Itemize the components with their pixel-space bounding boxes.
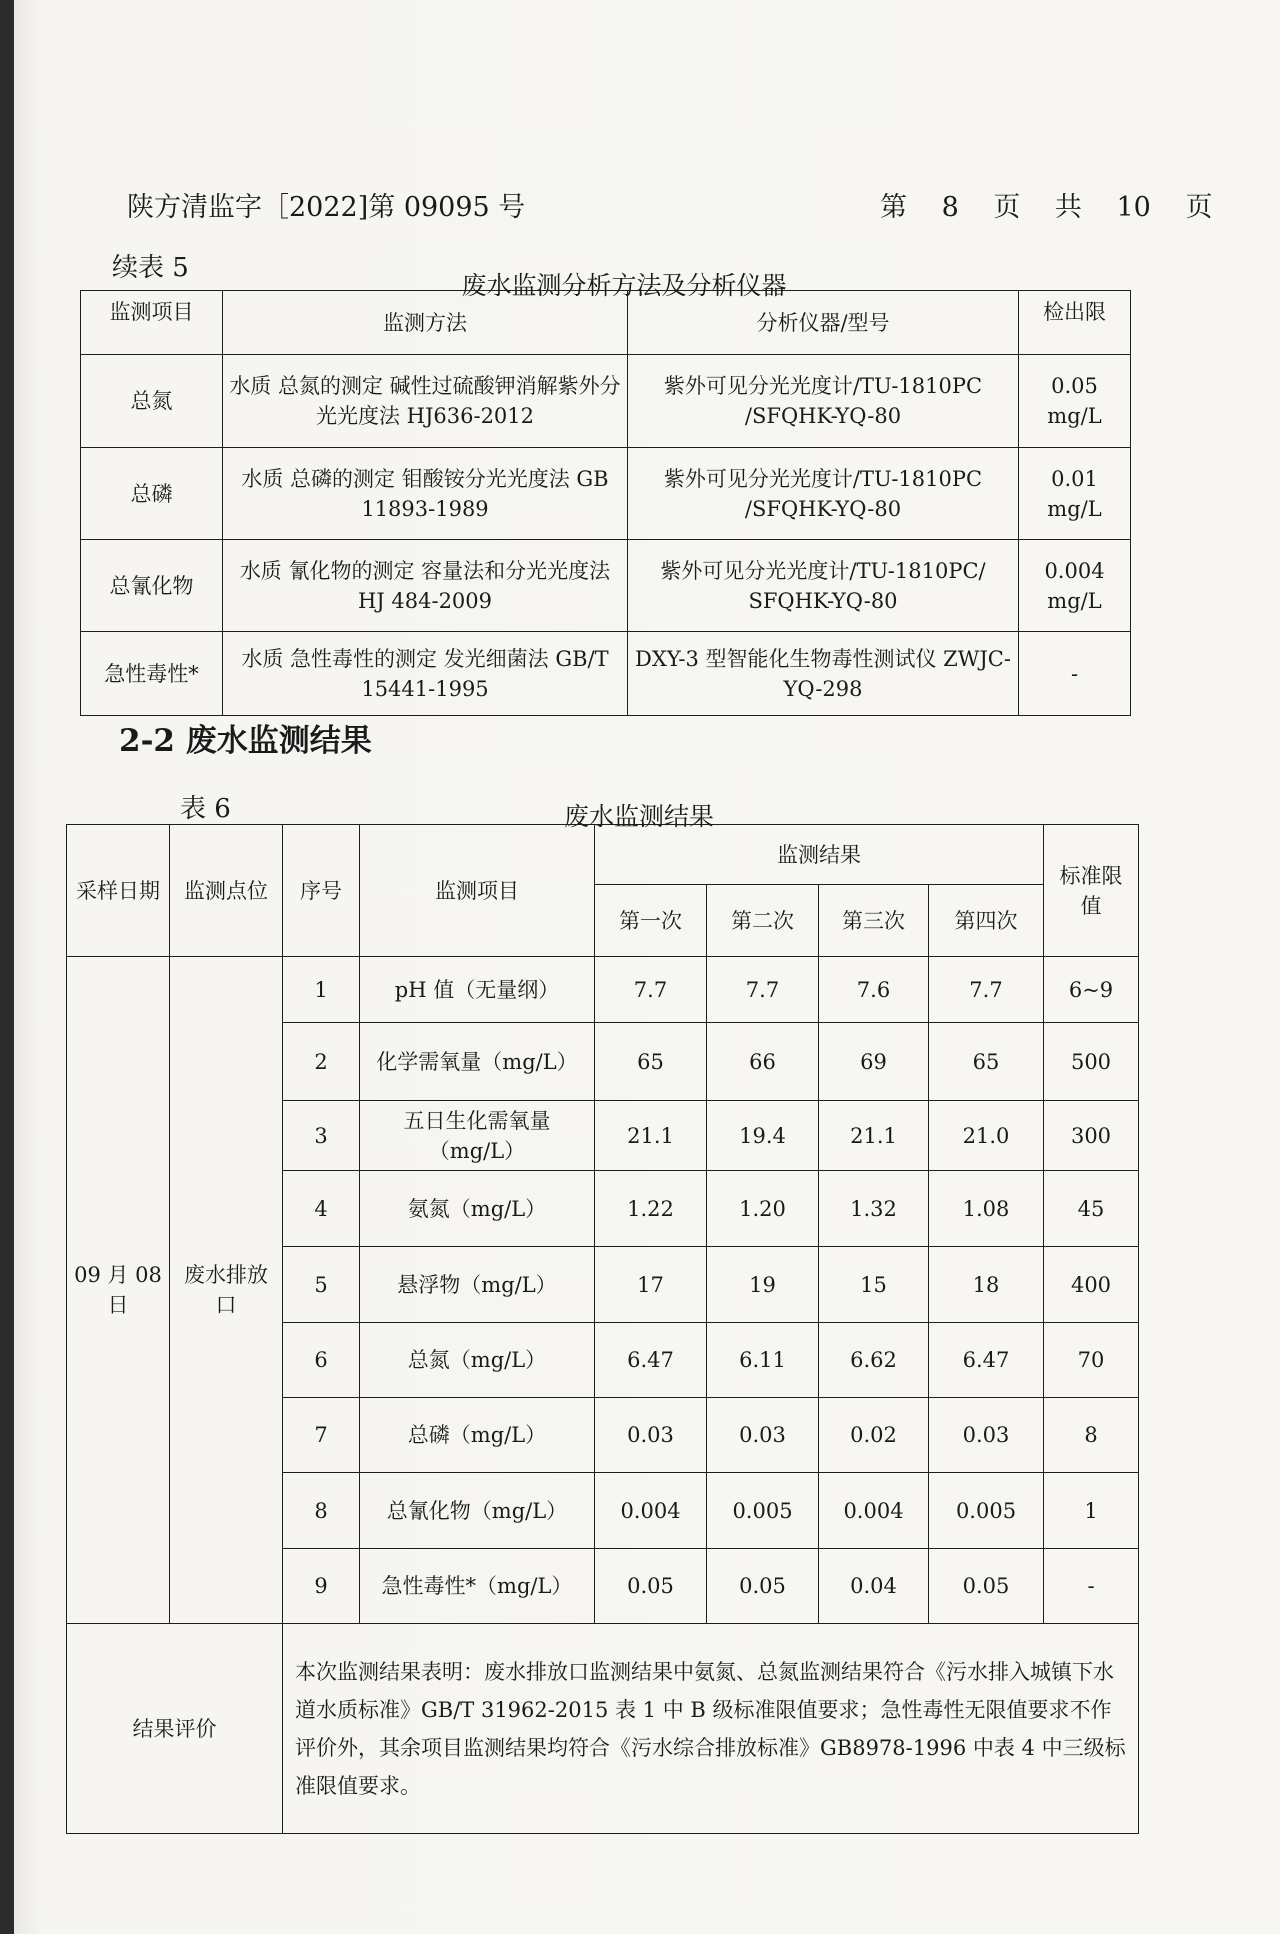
run3-cell: 1.32 [819,1171,929,1247]
item-cell: 悬浮物（mg/L） [360,1247,595,1323]
seq-cell: 4 [283,1171,360,1247]
item-cell: 化学需氧量（mg/L） [360,1023,595,1101]
limit-cell: 45 [1044,1171,1139,1247]
run3-cell: 0.02 [819,1398,929,1473]
col-header-limit: 检出限 [1019,291,1131,355]
limit-cell: 0.01 mg/L [1019,448,1131,540]
seq-cell: 3 [283,1101,360,1171]
item-cell: 急性毒性*（mg/L） [360,1549,595,1624]
run2-cell: 1.20 [707,1171,819,1247]
table5-label: 续表 5 [112,253,189,283]
method-cell: 水质 总氮的测定 碱性过硫酸钾消解紫外分光光度法 HJ636-2012 [223,355,628,448]
table6-header-row [67,825,1139,885]
limit-cell: 70 [1044,1323,1139,1398]
header-run-3: 第三次 [819,885,929,957]
run2-cell: 19.4 [707,1101,819,1171]
run4-cell: 65 [929,1023,1044,1101]
limit-cell: 0.05 mg/L [1019,355,1131,448]
run2-cell: 0.03 [707,1398,819,1473]
run1-cell: 0.004 [595,1473,707,1549]
run2-cell: 19 [707,1247,819,1323]
run2-cell: 66 [707,1023,819,1101]
run4-cell: 7.7 [929,957,1044,1023]
header-seq: 序号 [283,825,360,957]
run4-cell: 0.03 [929,1398,1044,1473]
table5-methods [80,290,1131,716]
table-row [81,448,1131,540]
limit-cell: 8 [1044,1398,1139,1473]
table6-results [66,824,1139,1834]
seq-cell: 7 [283,1398,360,1473]
item-cell: 急性毒性* [81,632,223,716]
run3-cell: 0.04 [819,1549,929,1624]
run3-cell: 15 [819,1247,929,1323]
run3-cell: 0.004 [819,1473,929,1549]
date-cell: 09 月 08 日 [67,957,170,1624]
run3-cell: 69 [819,1023,929,1101]
run4-cell: 21.0 [929,1101,1044,1171]
item-cell: 总氮（mg/L） [360,1323,595,1398]
item-cell: 总氰化物 [81,540,223,632]
col-header-item: 监测项目 [81,291,223,355]
page-edge [0,0,14,1934]
run3-cell: 21.1 [819,1101,929,1171]
table5-title: 废水监测分析方法及分析仪器 [461,271,787,300]
header-results: 监测结果 [595,825,1044,885]
method-cell: 水质 氰化物的测定 容量法和分光光度法 HJ 484-2009 [223,540,628,632]
run3-cell: 6.62 [819,1323,929,1398]
item-cell: pH 值（无量纲） [360,957,595,1023]
report-number: 陕方清监字［2022]第 09095 号 [127,192,526,223]
limit-cell: 500 [1044,1023,1139,1101]
seq-cell: 8 [283,1473,360,1549]
header-date: 采样日期 [67,825,170,957]
item-cell: 氨氮（mg/L） [360,1171,595,1247]
location-cell: 废水排放口 [170,957,283,1624]
run4-cell: 0.05 [929,1549,1044,1624]
run1-cell: 0.05 [595,1549,707,1624]
table5-header-row [81,291,1131,355]
seq-cell: 5 [283,1247,360,1323]
method-cell: 水质 急性毒性的测定 发光细菌法 GB/T 15441-1995 [223,632,628,716]
table-row [67,957,1139,1023]
item-cell: 总磷 [81,448,223,540]
run1-cell: 6.47 [595,1323,707,1398]
run4-cell: 1.08 [929,1171,1044,1247]
evaluation-row [67,1624,1139,1834]
item-cell: 五日生化需氧量（mg/L） [360,1101,595,1171]
run4-cell: 0.005 [929,1473,1044,1549]
run1-cell: 21.1 [595,1101,707,1171]
item-cell: 总氰化物（mg/L） [360,1473,595,1549]
run1-cell: 65 [595,1023,707,1101]
instrument-cell: 紫外可见分光光度计/TU-1810PC/ SFQHK-YQ-80 [628,540,1019,632]
table-row [81,355,1131,448]
instrument-cell: DXY-3 型智能化生物毒性测试仪 ZWJC-YQ-298 [628,632,1019,716]
run3-cell: 7.6 [819,957,929,1023]
col-header-method: 监测方法 [223,291,628,355]
evaluation-label: 结果评价 [67,1624,283,1834]
limit-cell: - [1044,1549,1139,1624]
run2-cell: 0.005 [707,1473,819,1549]
table-row [81,632,1131,716]
method-cell: 水质 总磷的测定 钼酸铵分光光度法 GB 11893-1989 [223,448,628,540]
run1-cell: 17 [595,1247,707,1323]
limit-cell: 6~9 [1044,957,1139,1023]
document-page [14,0,1280,1934]
limit-cell: - [1019,632,1131,716]
table6-label: 表 6 [180,794,231,824]
limit-cell: 300 [1044,1101,1139,1171]
table-row [81,540,1131,632]
seq-cell: 6 [283,1323,360,1398]
run2-cell: 7.7 [707,957,819,1023]
run2-cell: 0.05 [707,1549,819,1624]
run1-cell: 1.22 [595,1171,707,1247]
header-run-2: 第二次 [707,885,819,957]
seq-cell: 2 [283,1023,360,1101]
table6-title: 废水监测结果 [563,802,714,831]
seq-cell: 9 [283,1549,360,1624]
item-cell: 总氮 [81,355,223,448]
run1-cell: 0.03 [595,1398,707,1473]
instrument-cell: 紫外可见分光光度计/TU-1810PC /SFQHK-YQ-80 [628,448,1019,540]
col-header-instrument: 分析仪器/型号 [628,291,1019,355]
limit-cell: 0.004 mg/L [1019,540,1131,632]
header-item: 监测项目 [360,825,595,957]
header-run-4: 第四次 [929,885,1044,957]
section-title: 2-2 废水监测结果 [119,723,372,759]
instrument-cell: 紫外可见分光光度计/TU-1810PC /SFQHK-YQ-80 [628,355,1019,448]
item-cell: 总磷（mg/L） [360,1398,595,1473]
run2-cell: 6.11 [707,1323,819,1398]
run1-cell: 7.7 [595,957,707,1023]
seq-cell: 1 [283,957,360,1023]
evaluation-text: 本次监测结果表明：废水排放口监测结果中氨氮、总氮监测结果符合《污水排入城镇下水道水质标准》GB/T 31962-2015 表 1 中 B 级标准限值要求；急性毒性无限值要求不作评价外，其余项目监测结果均符合《污水综合排放标准》GB8978-1996 中表 4 中三级标准限值要求。 [283,1624,1139,1834]
limit-cell: 1 [1044,1473,1139,1549]
header-run-1: 第一次 [595,885,707,957]
run4-cell: 18 [929,1247,1044,1323]
page-info: 第 8 页 共 10 页 [880,192,1213,223]
limit-cell: 400 [1044,1247,1139,1323]
run4-cell: 6.47 [929,1323,1044,1398]
header-location: 监测点位 [170,825,283,957]
header-limit: 标准限值 [1044,825,1139,957]
